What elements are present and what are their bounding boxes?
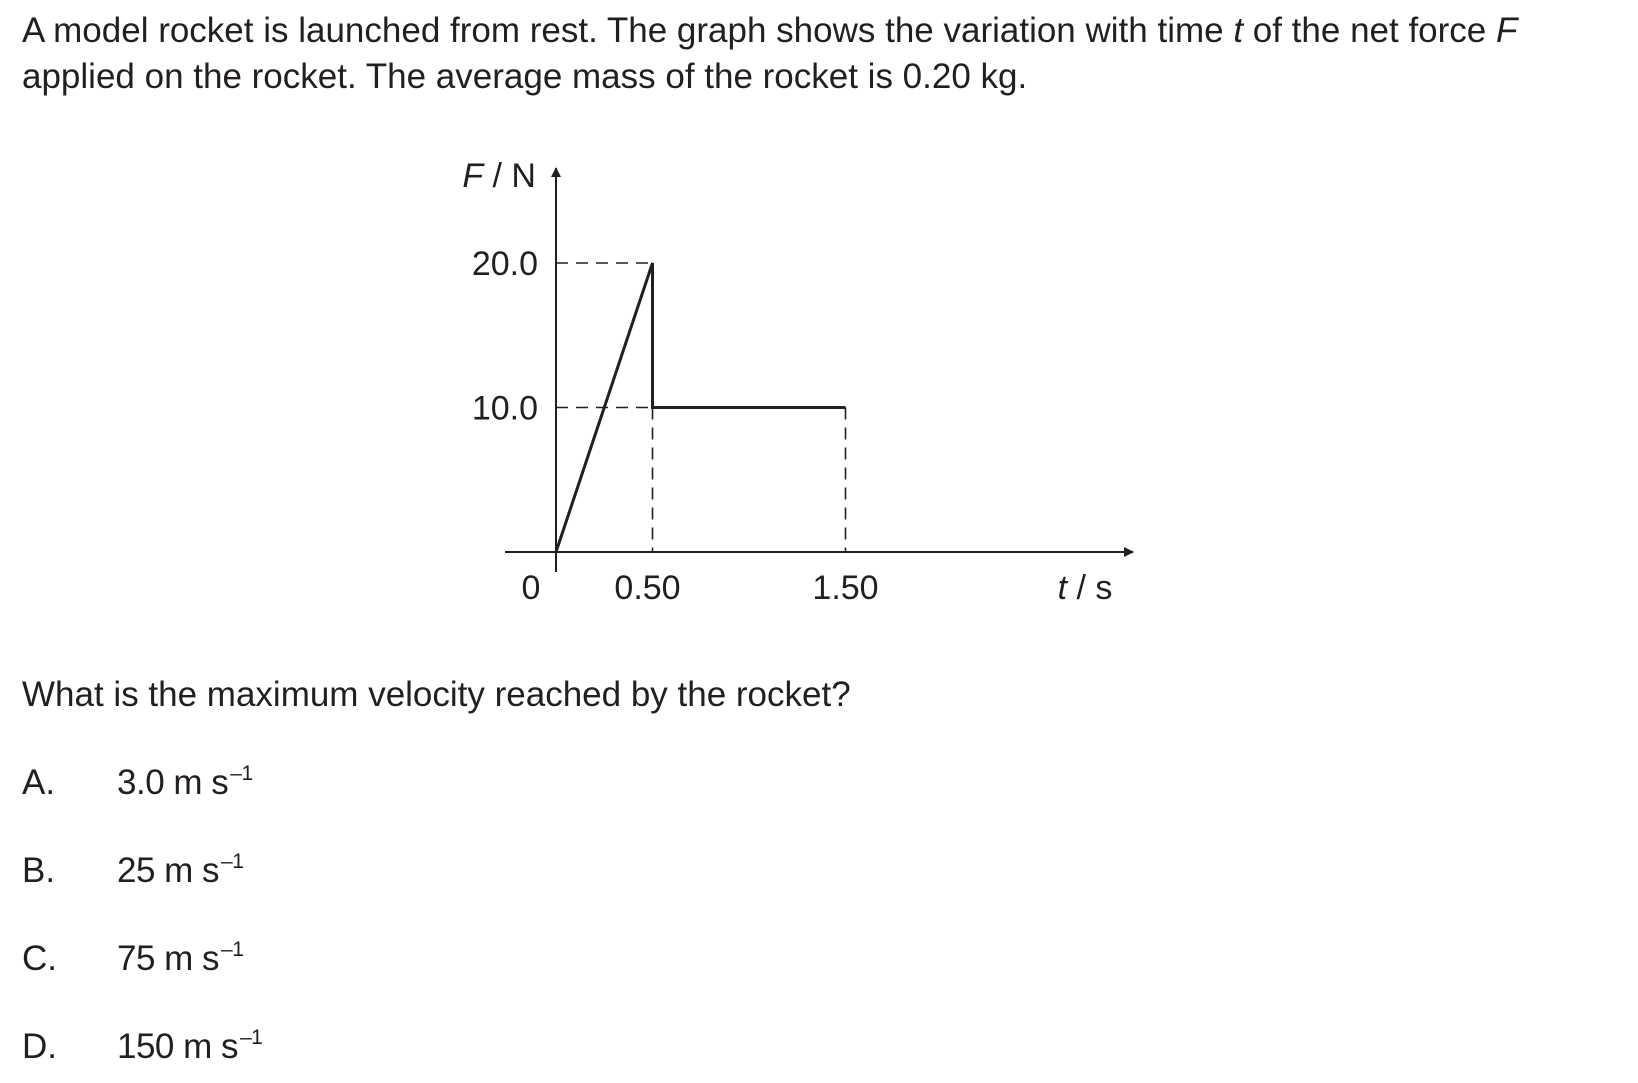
question-prompt: What is the maximum velocity reached by the rocket? [22, 675, 851, 714]
y-axis-label: F / N [462, 157, 536, 195]
option-c-letter: C. [22, 939, 57, 978]
option-d-letter: D. [22, 1027, 57, 1066]
option-b-value [117, 848, 243, 899]
option-b-exponent: –1 [221, 850, 244, 873]
option-d-unit: 150 m s [117, 1027, 238, 1066]
option-c-unit: 75 m s [117, 939, 220, 978]
option-a-value [117, 760, 253, 811]
option-a-exponent: –1 [230, 762, 253, 785]
x-tick-label-0: 0 [521, 569, 541, 607]
x-axis-label: t / s [1057, 569, 1113, 607]
y-tick-label-20.0: 20.0 [471, 245, 538, 283]
option-d-value [117, 1024, 262, 1075]
option-a-letter: A. [22, 763, 56, 802]
option-c-exponent: –1 [221, 938, 244, 961]
option-a-unit: 3.0 m s [117, 763, 229, 802]
option-d-exponent: –1 [240, 1026, 263, 1049]
stem-text-2: of the net force [1243, 11, 1496, 50]
x-tick-label-1.50: 1.50 [812, 569, 879, 607]
stem-text-1: A model rocket is launched from rest. The graph shows the variation with time [22, 11, 1234, 50]
stem-text-3: applied on the rocket. The average mass of the rocket is 0.20 kg. [22, 57, 1028, 96]
option-b-unit: 25 m s [117, 851, 220, 890]
x-tick-label-0.50: 0.50 [614, 569, 681, 607]
option-b-letter: B. [22, 851, 56, 890]
force-symbol: F [1495, 11, 1518, 50]
time-symbol: t [1233, 11, 1244, 50]
y-tick-label-10.0: 10.0 [471, 389, 538, 428]
option-c-value [117, 936, 243, 987]
